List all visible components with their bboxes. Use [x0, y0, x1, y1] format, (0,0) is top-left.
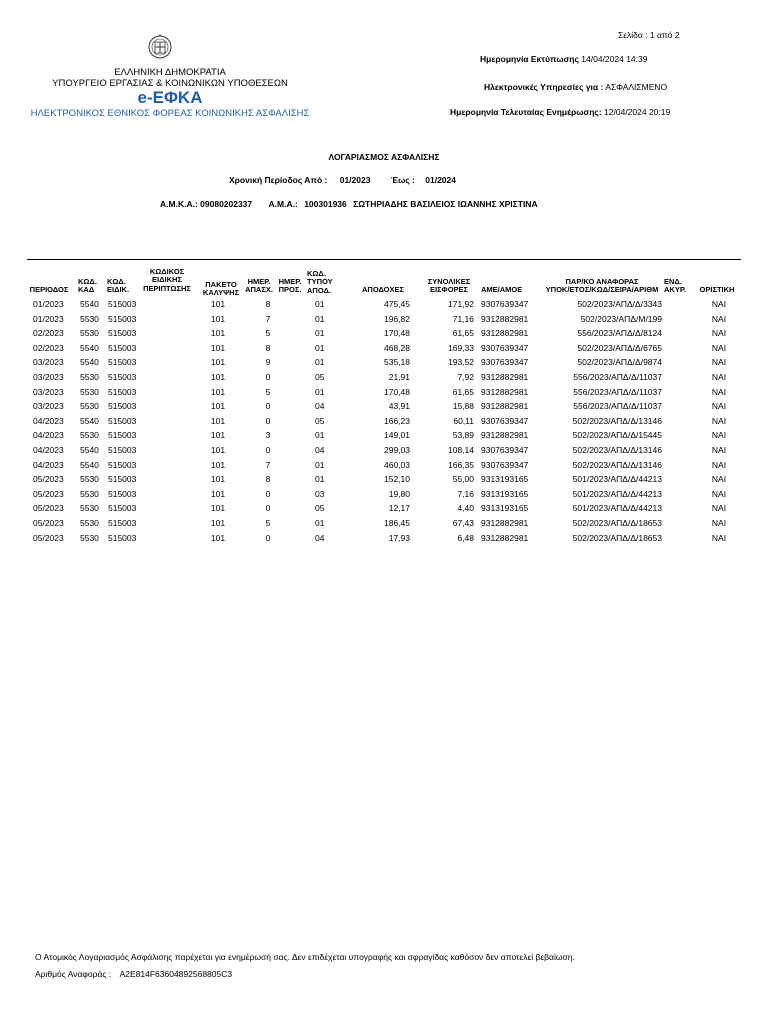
cell-period: 04/2023	[33, 415, 64, 426]
cell-period: 05/2023	[33, 518, 64, 528]
cell-package: 101	[210, 299, 226, 309]
cell-eidik: 515003	[108, 415, 137, 426]
cell-pay-type: 01	[315, 459, 325, 470]
cell-package: 101	[210, 328, 226, 339]
cell-eidik: 515003	[108, 357, 137, 368]
cell-days-ins: 0	[265, 532, 271, 543]
col-header-earnings: ΑΠΟΔΟΧΕΣ	[362, 285, 404, 294]
cell-final: ΝΑΙ	[711, 430, 727, 441]
cell-days-ins: 5	[265, 386, 271, 397]
cell-final: ΝΑΙ	[711, 532, 727, 543]
cell-ref: 502/2023/ΑΠΔ/Δ/9874	[577, 357, 662, 368]
col-header-void	[664, 278, 692, 295]
table-row	[0, 445, 768, 460]
table-row	[0, 489, 768, 504]
cell-earnings: 468,28	[384, 342, 410, 353]
cell-days-ins: 0	[265, 445, 271, 455]
cell-contrib: 166,35	[448, 459, 474, 470]
cell-period: 02/2023	[33, 342, 64, 353]
cell-pay-type: 01	[315, 474, 325, 485]
table-row	[0, 460, 768, 475]
cell-eidik: 515003	[108, 503, 137, 514]
col-header-days-pros	[276, 278, 304, 295]
ministry-label: ΥΠΟΥΡΓΕΙΟ ΕΡΓΑΣΙΑΣ & ΚΟΙΝΩΝΙΚΩΝ ΥΠΟΘΕΣΕΩΝ	[52, 78, 288, 89]
cell-ame: 9307639347	[481, 299, 529, 309]
cell-ref: 556/2023/ΑΠΔ/Δ/11037	[573, 386, 662, 397]
table-row	[0, 328, 768, 343]
cell-ame: 9313193165	[481, 503, 529, 514]
cell-ref: 502/2023/ΑΠΔ/Δ/18653	[572, 518, 662, 528]
cell-period: 01/2023	[33, 313, 64, 324]
cell-package: 101	[210, 401, 226, 412]
cell-days-ins: 5	[265, 518, 271, 528]
cell-eidik: 515003	[108, 445, 137, 455]
cell-days-ins: 9	[265, 357, 271, 368]
cell-contrib: 60,11	[453, 415, 474, 426]
cell-pay-type: 01	[315, 518, 325, 528]
cell-ref: 502/2023/ΑΠΔ/Δ/3343	[577, 299, 662, 309]
cell-days-ins: 5	[265, 328, 271, 339]
cell-final: ΝΑΙ	[711, 313, 727, 324]
cell-final: ΝΑΙ	[711, 328, 727, 339]
cell-earnings: 43,91	[388, 401, 410, 412]
cell-ame: 9312882981	[481, 372, 529, 382]
cell-kad: 5530	[80, 488, 99, 499]
cell-kad: 5540	[80, 299, 99, 309]
cell-earnings: 170,48	[384, 386, 410, 397]
document-title: ΛΟΓΑΡΙΑΣΜΟΣ ΑΣΦΑΛΙΣΗΣ	[328, 152, 440, 162]
cell-days-ins: 0	[265, 415, 271, 426]
cell-period: 04/2023	[33, 430, 64, 441]
col-header-kad	[78, 278, 102, 295]
cell-final: ΝΑΙ	[711, 401, 727, 412]
cell-eidik: 515003	[108, 518, 137, 528]
reference-row	[35, 969, 232, 979]
cell-contrib: 7,92	[457, 372, 474, 382]
updated-value: 12/04/2024 20:19	[604, 107, 671, 117]
reference-label: Αριθμός Αναφοράς :	[35, 969, 112, 979]
cell-earnings: 186,45	[384, 518, 410, 528]
amka-value: 09080202337	[200, 199, 253, 209]
cell-kad: 5530	[80, 401, 99, 412]
cell-package: 101	[210, 445, 226, 455]
cell-ref: 502/2023/ΑΠΔ/Δ/18653	[572, 532, 662, 543]
cell-period: 05/2023	[33, 503, 64, 514]
cell-eidik: 515003	[108, 430, 137, 441]
cell-final: ΝΑΙ	[711, 372, 727, 382]
cell-ref: 556/2023/ΑΠΔ/Δ/11037	[573, 372, 662, 382]
cell-contrib: 171,92	[448, 299, 474, 309]
cell-package: 101	[210, 372, 226, 382]
period-to-label: Έως :	[390, 175, 415, 185]
table-top-rule	[27, 259, 741, 260]
cell-ame: 9313193165	[481, 488, 529, 499]
cell-kad: 5530	[80, 372, 99, 382]
cell-period: 03/2023	[33, 357, 64, 368]
table-row	[0, 387, 768, 402]
cell-kad: 5540	[80, 445, 99, 455]
col-header-final: ΟΡΙΣΤΙΚΗ	[699, 285, 735, 294]
cell-eidik: 515003	[108, 372, 137, 382]
cell-ame: 9312882981	[481, 430, 529, 441]
col-header-ame: ΑΜΕ/ΑΜΟΕ	[481, 285, 523, 294]
cell-pay-type: 01	[315, 313, 325, 324]
cell-earnings: 535,18	[384, 357, 410, 368]
cell-package: 101	[210, 342, 226, 353]
cell-earnings: 299,03	[384, 445, 410, 455]
cell-final: ΝΑΙ	[711, 342, 727, 353]
cell-pay-type: 04	[315, 445, 325, 455]
cell-eidik: 515003	[108, 342, 137, 353]
cell-kad: 5530	[80, 503, 99, 514]
cell-ref: 502/2023/ΑΠΔ/Μ/199	[580, 313, 662, 324]
cell-contrib: 71,16	[452, 313, 474, 324]
cell-days-ins: 8	[265, 474, 271, 485]
cell-contrib: 169,33	[448, 342, 474, 353]
table-row	[0, 533, 768, 548]
cell-package: 101	[210, 532, 226, 543]
cell-days-ins: 0	[265, 372, 271, 382]
efka-full-name: ΗΛΕΚΤΡΟΝΙΚΟΣ ΕΘΝΙΚΟΣ ΦΟΡΕΑΣ ΚΟΙΝΩΝΙΚΗΣ ΑΣΦΑΛΙΣΗΣ	[30, 108, 310, 119]
cell-eidik: 515003	[108, 459, 137, 470]
cell-final: ΝΑΙ	[711, 459, 727, 470]
col-header-period: ΠΕΡΙΟΔΟΣ	[29, 285, 69, 294]
cell-ame: 9307639347	[481, 342, 529, 353]
table-row	[0, 357, 768, 372]
cell-pay-type: 04	[315, 401, 325, 412]
cell-pay-type: 05	[315, 415, 325, 426]
cell-final: ΝΑΙ	[711, 357, 727, 368]
cell-period: 03/2023	[33, 372, 64, 382]
footer-note: Ο Ατομικός Λογαριασμός Ασφάλισης παρέχεται για ενημέρωσή σας. Δεν επιδέχεται υπογραφής και σφραγίδας καθόσον δεν αποτελεί βεβαίωση.	[35, 952, 575, 962]
cell-kad: 5540	[80, 415, 99, 426]
cell-ref: 556/2023/ΑΠΔ/Δ/11037	[573, 401, 662, 412]
cell-eidik: 515003	[108, 313, 137, 324]
period-from-value: 01/2023	[339, 175, 371, 185]
cell-days-ins: 7	[265, 313, 271, 324]
table-row	[0, 372, 768, 387]
cell-kad: 5530	[80, 430, 99, 441]
cell-eidik: 515003	[108, 474, 137, 485]
cell-package: 101	[210, 313, 226, 324]
cell-earnings: 170,48	[384, 328, 410, 339]
cell-kad: 5540	[80, 342, 99, 353]
amka-label: Α.Μ.Κ.Α.:	[160, 199, 198, 209]
cell-final: ΝΑΙ	[711, 415, 727, 426]
cell-ame: 9312882981	[481, 532, 529, 543]
cell-kad: 5540	[80, 357, 99, 368]
cell-days-ins: 0	[265, 401, 271, 412]
cell-ref: 502/2023/ΑΠΔ/Δ/13146	[572, 415, 662, 426]
cell-days-ins: 8	[265, 299, 271, 309]
cell-contrib: 7,16	[457, 488, 474, 499]
col-header-ref	[540, 278, 664, 295]
cell-earnings: 149,01	[384, 430, 410, 441]
cell-earnings: 196,82	[384, 313, 410, 324]
cell-period: 03/2023	[33, 401, 64, 412]
cell-pay-type: 01	[315, 299, 325, 309]
cell-ref: 502/2023/ΑΠΔ/Δ/13146	[572, 445, 662, 455]
col-header-days-ins	[243, 278, 275, 295]
table-row	[0, 314, 768, 329]
cell-ame: 9307639347	[481, 459, 529, 470]
cell-package: 101	[210, 518, 226, 528]
cell-ame: 9312882981	[481, 386, 529, 397]
cell-days-ins: 3	[265, 430, 271, 441]
cell-contrib: 53,89	[452, 430, 474, 441]
cell-kad: 5530	[80, 532, 99, 543]
table-row	[0, 430, 768, 445]
ama-label: Α.Μ.Α.:	[268, 199, 298, 209]
cell-days-ins: 7	[265, 459, 271, 470]
services-row	[484, 82, 667, 92]
cell-eidik: 515003	[108, 488, 137, 499]
cell-contrib: 61,65	[452, 328, 474, 339]
cell-period: 05/2023	[33, 474, 64, 485]
updated-row	[450, 107, 670, 117]
table-row	[0, 503, 768, 518]
cell-period: 05/2023	[33, 532, 64, 543]
col-header-package	[199, 281, 243, 298]
cell-ref: 502/2023/ΑΠΔ/Δ/6765	[577, 342, 662, 353]
col-header-days-ins-text: ΗΜΕΡ. ΑΠΑΣΧ.	[245, 277, 273, 295]
table-row	[0, 343, 768, 358]
cell-eidik: 515003	[108, 401, 137, 412]
table-row	[0, 416, 768, 431]
insured-name: ΣΩΤΗΡΙΑΔΗΣ ΒΑΣΙΛΕΙΟΣ ΙΩΑΝΝΗΣ ΧΡΙΣΤΙΝΑ	[353, 199, 538, 209]
cell-kad: 5530	[80, 474, 99, 485]
insured-row	[160, 199, 538, 209]
col-header-pay-type-text: ΚΩΔ. ΤΥΠΟΥ ΑΠΟΔ.	[307, 269, 333, 295]
cell-package: 101	[210, 474, 226, 485]
col-header-contrib-text: ΣΥΝΟΛΙΚΕΣ ΕΙΣΦΟΡΕΣ	[427, 277, 471, 295]
cell-ame: 9307639347	[481, 445, 529, 455]
cell-package: 101	[210, 488, 226, 499]
services-label: Ηλεκτρονικές Υπηρεσίες για :	[484, 82, 604, 92]
cell-period: 04/2023	[33, 459, 64, 470]
cell-final: ΝΑΙ	[711, 503, 727, 514]
cell-kad: 5530	[80, 386, 99, 397]
cell-period: 01/2023	[33, 299, 64, 309]
cell-pay-type: 05	[315, 372, 325, 382]
cell-ame: 9312882981	[481, 518, 529, 528]
cell-contrib: 61,65	[452, 386, 474, 397]
cell-pay-type: 01	[315, 386, 325, 397]
cell-final: ΝΑΙ	[711, 386, 727, 397]
cell-package: 101	[210, 503, 226, 514]
cell-package: 101	[210, 415, 226, 426]
col-header-contrib	[421, 278, 477, 295]
cell-package: 101	[210, 430, 226, 441]
cell-period: 02/2023	[33, 328, 64, 339]
efka-logo: e-ΕΦΚΑ	[137, 88, 203, 107]
page-number: Σελίδα : 1 από 2	[618, 30, 680, 40]
cell-package: 101	[210, 357, 226, 368]
cell-kad: 5540	[80, 459, 99, 470]
cell-final: ΝΑΙ	[711, 299, 727, 309]
table-row	[0, 401, 768, 416]
period-from-label: Χρονική Περίοδος Από :	[229, 175, 328, 185]
cell-contrib: 108,14	[448, 445, 474, 455]
cell-final: ΝΑΙ	[711, 474, 727, 485]
cell-kad: 5530	[80, 328, 99, 339]
print-date-row	[480, 54, 647, 64]
cell-kad: 5530	[80, 518, 99, 528]
cell-eidik: 515003	[108, 328, 137, 339]
print-date-label: Ημερομηνία Εκτύπωσης	[480, 54, 579, 64]
cell-ame: 9307639347	[481, 357, 529, 368]
cell-ref: 501/2023/ΑΠΔ/Δ/44213	[572, 474, 662, 485]
cell-final: ΝΑΙ	[711, 445, 727, 455]
cell-pay-type: 01	[315, 328, 325, 339]
cell-period: 03/2023	[33, 386, 64, 397]
period-row	[229, 175, 456, 185]
cell-ame: 9307639347	[481, 415, 529, 426]
services-value: ΑΣΦΑΛΙΣΜΕΝΟ	[605, 82, 668, 92]
ama-value: 100301936	[304, 199, 347, 209]
cell-pay-type: 01	[315, 430, 325, 441]
table-row	[0, 474, 768, 489]
cell-ame: 9312882981	[481, 328, 529, 339]
cell-final: ΝΑΙ	[711, 488, 727, 499]
cell-period: 04/2023	[33, 445, 64, 455]
cell-package: 101	[210, 386, 226, 397]
cell-ame: 9313193165	[481, 474, 529, 485]
cell-kad: 5530	[80, 313, 99, 324]
cell-contrib: 15,88	[452, 401, 474, 412]
cell-ref: 556/2023/ΑΠΔ/Δ/8124	[577, 328, 662, 339]
col-header-special-text: ΚΩΔΙΚΟΣ ΕΙΔΙΚΗΣ ΠΕΡΙΠΤΩΣΗΣ	[143, 267, 191, 293]
cell-contrib: 6,48	[457, 532, 474, 543]
cell-earnings: 12,17	[388, 503, 410, 514]
col-header-pay-type	[307, 270, 339, 295]
cell-days-ins: 8	[265, 342, 271, 353]
cell-earnings: 21,91	[388, 372, 410, 382]
col-header-ref-text: ΠΑΡ/ΚΟ ΑΝΑΦΟΡΑΣ ΥΠΟΚ/ΕΤΟΣ/ΚΩΔ/ΣΕΙΡΑ/ΑΡΙΘΜ	[545, 277, 659, 295]
cell-contrib: 4,40	[457, 503, 474, 514]
table-row	[0, 518, 768, 533]
cell-pay-type: 01	[315, 357, 325, 368]
cell-pay-type: 03	[315, 488, 325, 499]
cell-earnings: 17,93	[388, 532, 410, 543]
cell-days-ins: 0	[265, 503, 271, 514]
cell-final: ΝΑΙ	[711, 518, 727, 528]
reference-value: A2E814F63604892568805C3	[119, 969, 233, 979]
cell-ame: 9312882981	[481, 313, 529, 324]
col-header-package-text: ΠΑΚΕΤΟ ΚΑΛΥΨΗΣ	[202, 280, 240, 298]
cell-contrib: 67,43	[452, 518, 474, 528]
col-header-days-pros-text: ΗΜΕΡ. ΠΡΟΣ.	[278, 277, 302, 295]
print-date-value: 14/04/2024 14:39	[581, 54, 648, 64]
cell-ref: 501/2023/ΑΠΔ/Δ/44213	[572, 503, 662, 514]
cell-pay-type: 01	[315, 342, 325, 353]
cell-ref: 502/2023/ΑΠΔ/Δ/15445	[572, 430, 662, 441]
cell-ref: 501/2023/ΑΠΔ/Δ/44213	[572, 488, 662, 499]
cell-pay-type: 05	[315, 503, 325, 514]
cell-earnings: 166,23	[384, 415, 410, 426]
cell-ame: 9312882981	[481, 401, 529, 412]
republic-label: ΕΛΛΗΝΙΚΗ ΔΗΜΟΚΡΑΤΙΑ	[114, 67, 226, 78]
cell-period: 05/2023	[33, 488, 64, 499]
period-to-value: 01/2024	[425, 175, 456, 185]
updated-label: Ημερομηνία Τελευταίας Ενημέρωσης:	[450, 107, 602, 117]
cell-package: 101	[210, 459, 226, 470]
cell-days-ins: 0	[265, 488, 271, 499]
cell-earnings: 460,03	[384, 459, 410, 470]
table-row	[0, 299, 768, 314]
cell-eidik: 515003	[108, 532, 137, 543]
col-header-void-text: ΕΝΔ. ΑΚΥΡ.	[664, 277, 686, 295]
greek-coat-of-arms-icon	[148, 32, 172, 62]
col-header-eidik	[107, 278, 135, 295]
cell-pay-type: 04	[315, 532, 325, 543]
cell-earnings: 475,45	[384, 299, 410, 309]
cell-eidik: 515003	[108, 299, 137, 309]
col-header-special	[140, 268, 194, 293]
col-header-eidik-text: ΚΩΔ. ΕΙΔΙΚ.	[107, 277, 130, 295]
cell-ref: 502/2023/ΑΠΔ/Δ/13146	[572, 459, 662, 470]
cell-earnings: 19,80	[388, 488, 410, 499]
cell-earnings: 152,10	[384, 474, 410, 485]
col-header-kad-text: ΚΩΔ. ΚΑΔ	[78, 277, 97, 295]
cell-contrib: 193,52	[448, 357, 474, 368]
cell-eidik: 515003	[108, 386, 137, 397]
cell-contrib: 55,00	[452, 474, 474, 485]
